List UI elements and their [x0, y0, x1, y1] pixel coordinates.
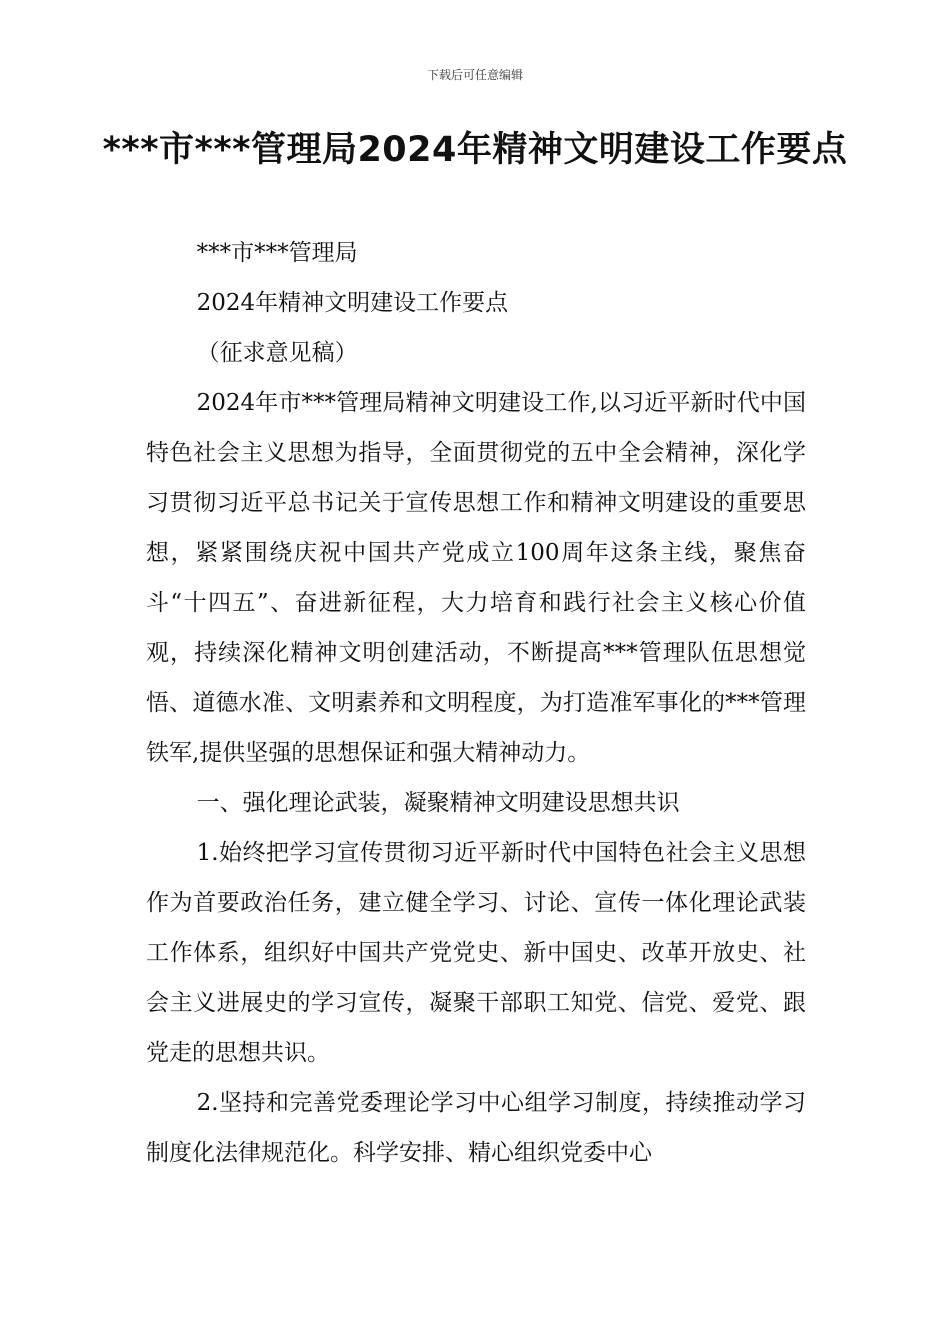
- document-body: [146, 228, 806, 1178]
- item-paragraph-1: 1.始终把学习宣传贯彻习近平新时代中国特色社会主义思想作为首要政治任务，建立健全学习、讨论、宣传一体化理论武装工作体系，组织好中国共产党党史、新中国史、改革开放史、社会主义进展史的学习宣传，凝聚干部职工知党、信党、爱党、跟党走的思想共识。: [146, 840, 806, 1066]
- draft-note: （征求意见稿）: [196, 340, 358, 366]
- section-heading: 一、强化理论武装，凝聚精神文明建设思想共识: [196, 790, 680, 816]
- header-note: 下载后可任意编辑: [426, 68, 523, 82]
- issuer-line: ***市***管理局: [196, 240, 358, 266]
- intro-paragraph: 2024年市***管理局精神文明建设工作,以习近平新时代中国特色社会主义思想为指导，全面贯彻党的五中全会精神，深化学习贯彻习近平总书记关于宣传思想工作和精神文明建设的重要思想，紧紧围绕庆祝中国共产党成立100周年这条主线，聚焦奋斗“十四五”、奋进新征程，大力培育和践行社会主义核心价值观，持续深化精神文明创建活动，不断提高***管理队伍思想觉悟、道德水准、文明素养和文明程度，为打造准军事化的***管理铁军,提供坚强的思想保证和强大精神动力。: [146, 390, 806, 766]
- subtitle-line: 2024年精神文明建设工作要点: [196, 290, 509, 316]
- item-paragraph-2: 2.坚持和完善党委理论学习中心组学习制度，持续推动学习制度化法律规范化。科学安排、精心组织党委中心: [146, 1090, 806, 1166]
- document-title: ***市***管理局2024年精神文明建设工作要点: [102, 130, 848, 170]
